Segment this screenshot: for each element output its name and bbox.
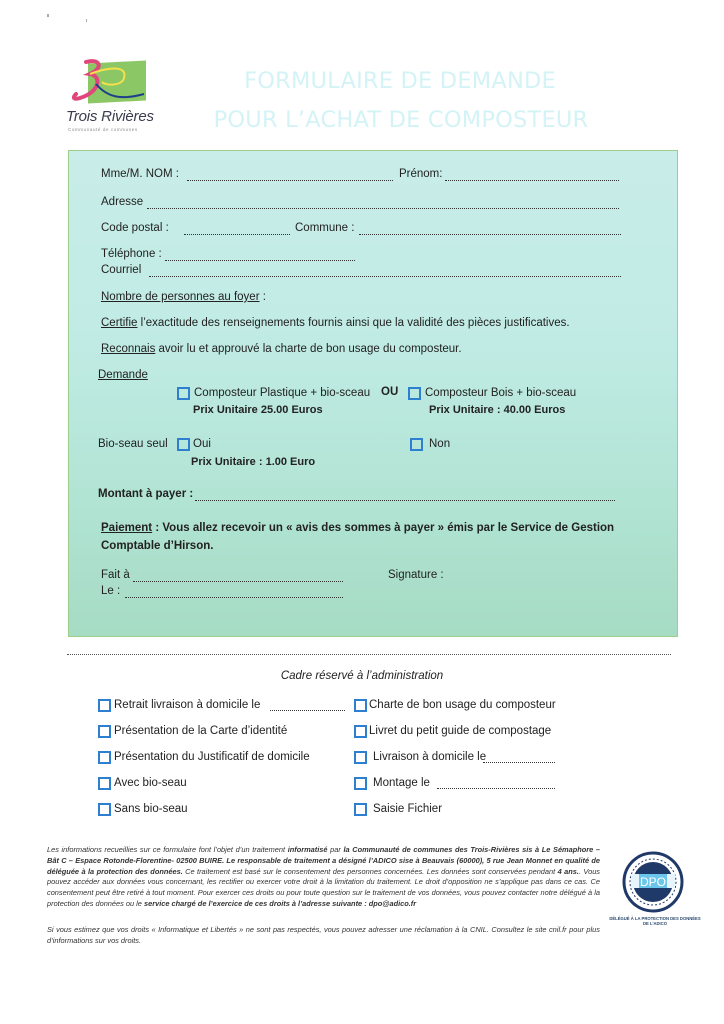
scan-artifact bbox=[47, 14, 49, 17]
admin-section-title: Cadre réservé à l’administration bbox=[280, 670, 444, 682]
bioseau-oui-label: Oui bbox=[193, 438, 211, 450]
admin-item-carte-identite: Présentation de la Carte d’identité bbox=[114, 725, 288, 737]
privacy-text: Les informations recueillies sur ce formulaire font l’objet d’un traitement bbox=[47, 845, 288, 854]
admin-checkbox-livraison[interactable] bbox=[354, 751, 367, 764]
bioseau-non-label: Non bbox=[429, 438, 451, 450]
certifie-word: Certifie bbox=[101, 317, 138, 329]
courriel-field[interactable] bbox=[149, 276, 621, 277]
plastique-option-label: Composteur Plastique + bio-sceau bbox=[194, 387, 371, 399]
trois-rivieres-logo bbox=[66, 58, 156, 138]
le-field[interactable] bbox=[125, 597, 343, 598]
privacy-notice bbox=[47, 845, 600, 910]
bioseau-non-checkbox[interactable] bbox=[410, 438, 423, 451]
admin-item-montage: Montage le bbox=[373, 777, 430, 789]
logo-subtitle: Communauté de communes bbox=[68, 127, 138, 132]
reconnais-word: Reconnais bbox=[101, 343, 156, 355]
fait-label: Fait à bbox=[101, 569, 130, 581]
prenom-field[interactable] bbox=[445, 180, 619, 181]
dpo-badge bbox=[609, 850, 701, 930]
page-title-line2: POUR L’ACHAT DE COMPOSTEUR bbox=[213, 107, 589, 133]
plastique-price: Prix Unitaire 25.00 Euros bbox=[193, 404, 323, 416]
cut-line-separator bbox=[67, 654, 671, 655]
certifie-text: l’exactitude des renseignements fournis ainsi que la validité des pièces justificatives. bbox=[137, 317, 570, 329]
nom-label: Mme/M. NOM : bbox=[101, 168, 179, 180]
le-label: Le : bbox=[101, 585, 121, 597]
paiement-line bbox=[101, 522, 614, 534]
page-title-line1: FORMULAIRE DE DEMANDE bbox=[244, 68, 556, 94]
admin-checkbox-justificatif[interactable] bbox=[98, 751, 111, 764]
admin-item-livraison: Livraison à domicile le bbox=[373, 751, 487, 763]
foyer-colon: : bbox=[259, 291, 266, 303]
bioseau-price: Prix Unitaire : 1.00 Euro bbox=[191, 456, 316, 468]
admin-checkbox-avec-bioseau[interactable] bbox=[98, 777, 111, 790]
montant-field[interactable] bbox=[195, 500, 615, 501]
adresse-label: Adresse bbox=[101, 196, 144, 208]
dpo-seal-icon bbox=[615, 850, 695, 916]
reconnais-line bbox=[101, 343, 462, 355]
bois-checkbox[interactable] bbox=[408, 387, 421, 400]
admin-checkbox-sans-bioseau[interactable] bbox=[98, 803, 111, 816]
bois-price: Prix Unitaire : 40.00 Euros bbox=[429, 404, 566, 416]
fait-field[interactable] bbox=[133, 581, 343, 582]
admin-checkbox-livret[interactable] bbox=[354, 725, 367, 738]
code-postal-label: Code postal : bbox=[101, 222, 169, 234]
cnil-notice: Si vous estimez que vos droits « Informatique et Libertés » ne sont pas respectés, vous pouvez adresser une réclamation à la CNIL. Consultez le site cnil.fr pour plus d’informations sur vos droits. bbox=[47, 925, 600, 945]
admin-item-sans-bioseau: Sans bio-seau bbox=[114, 803, 188, 815]
privacy-text: Ce traitement est basé sur le consentement des personnes concernées. Les données sont conservées pendant bbox=[182, 866, 558, 876]
reconnais-text: avoir lu et approuvé la charte de bon usage du composteur. bbox=[155, 343, 462, 355]
privacy-text: . Vous pouvez accéder aux données vous concernant, les rectifier ou exercer votre droit à la limitation du traitement. Le droit d’opposition ne s’applique pas dans ce cas. Ce consentement peut être retiré à tout moment. Pour exercer ces droits ou pour toute question sur le traitement de vos données, vous pouvez contacter notre délégué à la protection des données ou le bbox=[47, 866, 601, 908]
admin-checkbox-retrait[interactable] bbox=[98, 699, 111, 712]
scan-artifact bbox=[86, 19, 87, 22]
dpo-label: DPO bbox=[639, 875, 667, 889]
demande-label: Demande bbox=[98, 369, 148, 381]
certifie-line bbox=[101, 317, 570, 329]
adresse-field[interactable] bbox=[147, 208, 619, 209]
logo-name: Trois Rivières bbox=[66, 108, 154, 125]
paiement-text: : Vous allez recevoir un « avis des sommes à payer » émis par le Service de Gestion bbox=[152, 522, 615, 534]
bioseau-oui-checkbox[interactable] bbox=[177, 438, 190, 451]
request-form bbox=[68, 150, 678, 637]
livraison-date-field[interactable] bbox=[483, 762, 555, 763]
commune-label: Commune : bbox=[295, 222, 355, 234]
paiement-text-line2: Comptable d’Hirson. bbox=[101, 540, 214, 552]
montant-label: Montant à payer : bbox=[98, 488, 194, 500]
nom-field[interactable] bbox=[187, 180, 393, 181]
signature-label: Signature : bbox=[388, 569, 444, 581]
dpo-caption: DÉLÉGUÉ À LA PROTECTION DES DONNÉES DE L’ADICO bbox=[609, 916, 701, 926]
privacy-text-bold: la Communauté de communes des Trois-Rivières sis à Le Sémaphore – Bât C – Espace Rotonde-Florentine- 02500 BUIRE. Le responsable de traitement a désigné l’ADICO sise à Beauvais (60000), 5 rue Jean Monnet en qualité de déléguée à la protection des données. bbox=[47, 845, 601, 876]
admin-checkbox-charte[interactable] bbox=[354, 699, 367, 712]
paiement-word: Paiement bbox=[101, 522, 153, 534]
courriel-label: Courriel bbox=[101, 264, 142, 276]
code-postal-field[interactable] bbox=[184, 234, 290, 235]
prenom-label: Prénom: bbox=[399, 168, 443, 180]
admin-checkbox-saisie[interactable] bbox=[354, 803, 367, 816]
bois-option-label: Composteur Bois + bio-sceau bbox=[425, 387, 577, 399]
foyer-line bbox=[101, 291, 266, 303]
admin-item-livret: Livret du petit guide de compostage bbox=[369, 725, 552, 737]
retrait-date-field[interactable] bbox=[270, 710, 345, 711]
telephone-label: Téléphone : bbox=[101, 248, 162, 260]
admin-checkbox-montage[interactable] bbox=[354, 777, 367, 790]
bioseau-label: Bio-seau seul bbox=[98, 438, 168, 450]
logo-swirl-icon bbox=[66, 58, 156, 112]
telephone-field[interactable] bbox=[165, 260, 355, 261]
admin-item-saisie: Saisie Fichier bbox=[373, 803, 443, 815]
admin-item-justificatif: Présentation du Justificatif de domicile bbox=[114, 751, 310, 763]
admin-item-charte: Charte de bon usage du composteur bbox=[369, 699, 556, 711]
admin-item-retrait: Retrait livraison à domicile le bbox=[114, 699, 261, 711]
montage-date-field[interactable] bbox=[437, 788, 555, 789]
foyer-label: Nombre de personnes au foyer bbox=[101, 291, 260, 303]
ou-label: OU bbox=[381, 386, 399, 398]
admin-item-avec-bioseau: Avec bio-seau bbox=[114, 777, 187, 789]
privacy-text-bold: service chargé de l’exercice de ces droits à l’adresse suivante : dpo@adico.fr bbox=[143, 898, 417, 908]
privacy-text-bold: informatisé bbox=[287, 845, 328, 854]
privacy-text: par bbox=[327, 845, 344, 854]
privacy-text-bold: 4 ans. bbox=[557, 866, 579, 876]
plastique-checkbox[interactable] bbox=[177, 387, 190, 400]
admin-checkbox-carte-identite[interactable] bbox=[98, 725, 111, 738]
commune-field[interactable] bbox=[359, 234, 621, 235]
